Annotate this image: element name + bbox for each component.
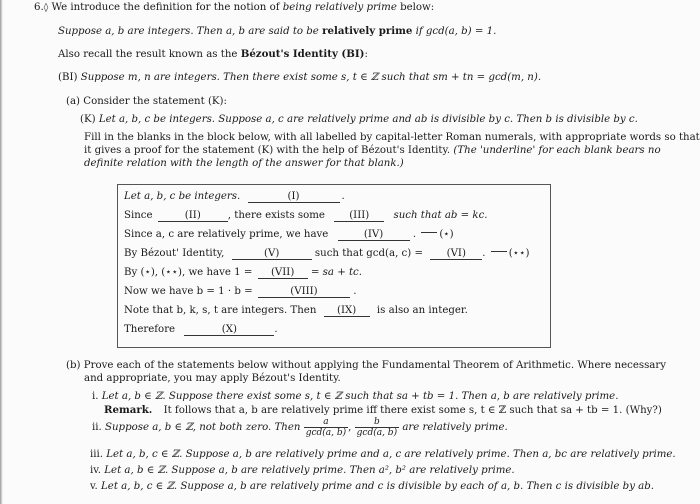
fill2-emph: (The 'underline' for each blank bears no	[453, 145, 661, 156]
row5-end: = sa + tc.	[310, 267, 363, 278]
part-a-intro	[66, 96, 227, 108]
item-i-text: Let a, b ∈ ℤ. Suppose there exist some s, t ∈ ℤ such that sa + tb = 1. Then a, b are relatively prime.	[101, 391, 619, 402]
item-i-label: i.	[92, 391, 99, 402]
recall-colon: :	[364, 49, 368, 60]
blank-VI[interactable]: (VI)	[430, 248, 482, 260]
fill2-text: it gives a proof for the statement (K) with the help of Bézout's Identity.	[84, 145, 451, 156]
fraction-a-den: gcd(a, b)	[305, 427, 347, 438]
definition-post: if gcd(a, b) = 1.	[415, 26, 497, 37]
part-b-intro-text-1: Prove each of the statements below without applying the Fundamental Theorem of Arithmetic. Where necessary	[83, 360, 667, 371]
row1-text: Let a, b, c be integers.	[124, 191, 241, 202]
row2-end: such that ab = kc.	[393, 210, 488, 221]
row5-text: By (⋆), (⋆⋆), we have 1 =	[124, 267, 253, 278]
part-b-item-iv	[90, 465, 515, 477]
bi-statement	[58, 72, 541, 84]
blank-IX[interactable]: (IX)	[324, 305, 370, 317]
bi-text: Suppose m, n are integers. Then there exist some s, t ∈ ℤ such that sm + tn = gcd(m, n).	[80, 72, 542, 83]
proof-row-5	[124, 267, 362, 279]
header-intro-end: below:	[400, 2, 435, 13]
proof-row-3	[124, 229, 454, 241]
question-header	[34, 2, 434, 14]
fill-instruction-2	[84, 145, 661, 157]
fraction-b	[355, 417, 399, 438]
recall-line	[58, 48, 368, 61]
row2-middle: , there exists some	[227, 210, 325, 221]
fill-instruction-1: Fill in the blanks in the block below, with all labelled by capital-letter Roman numerals, with appropriate words so that	[84, 132, 700, 143]
row8-end: .	[274, 324, 278, 335]
tag-star: (⋆)	[439, 229, 454, 240]
item-ii-text: Suppose a, b ∈ ℤ, not both zero. Then	[105, 422, 301, 433]
k-label: (K)	[80, 114, 96, 125]
fraction-b-den: gcd(a, b)	[356, 427, 398, 438]
definition-text: Suppose a, b are integers. Then a, b are said to be	[58, 26, 319, 37]
tag-double-star: (⋆⋆)	[508, 248, 530, 259]
part-b-intro-2: and appropriate, you may apply Bézout's Identity.	[84, 373, 341, 384]
fraction-sep: ,	[348, 422, 352, 433]
blank-IV[interactable]: (IV)	[338, 229, 410, 241]
row2-since: Since	[124, 210, 153, 221]
row4-dash	[491, 251, 507, 252]
row6-text: Now we have b = 1 · b =	[124, 286, 253, 297]
row4-middle: such that gcd(a, c) =	[314, 248, 424, 259]
proof-row-6	[124, 286, 356, 298]
row3-dash	[421, 232, 437, 233]
fraction-b-num: b	[355, 417, 399, 428]
definition-term: relatively prime	[322, 25, 413, 37]
item-iii-text: Let a, b, c ∈ ℤ. Suppose a, b are relatively prime and a, c are relatively prime. Then a, bc are relatively prime.	[106, 449, 676, 460]
part-b-item-ii	[92, 416, 508, 440]
k-text: Let a, b, c be integers. Suppose a, c are relatively prime and ab is divisible by c. Then b is divisible by c.	[98, 114, 638, 125]
blank-VII[interactable]: (VII)	[258, 267, 308, 279]
blank-II[interactable]: (II)	[158, 210, 228, 222]
item-ii-text-post: are relatively prime.	[402, 422, 508, 433]
part-b-label: (b)	[66, 360, 81, 371]
part-b-item-i	[92, 391, 618, 403]
page-edge-shadow	[0, 0, 3, 504]
row3-end: .	[412, 229, 417, 240]
blank-V[interactable]: (V)	[232, 248, 312, 260]
statement-k	[80, 114, 638, 126]
part-a-intro-text: Consider the statement (K):	[83, 96, 227, 107]
part-b-item-v	[90, 481, 654, 493]
bi-label: (BI)	[58, 72, 78, 83]
item-v-text: Let a, b, c ∈ ℤ. Suppose a, b are relatively prime and c is divisible by each of a, b. Then c is divisible by ab.	[101, 481, 655, 492]
proof-row-1	[124, 191, 345, 203]
blank-X[interactable]: (X)	[184, 324, 274, 336]
item-iii-label: iii.	[90, 449, 104, 460]
proof-row-4	[124, 248, 529, 260]
part-b-intro-1	[66, 360, 666, 372]
part-a-label: (a)	[66, 96, 81, 107]
proof-row-2	[124, 210, 488, 222]
row4-text: By Bézout' Identity,	[124, 248, 225, 259]
row7-text: Note that b, k, s, t are integers. Then	[124, 305, 317, 316]
recall-term: Bézout's Identity (BI)	[240, 48, 365, 60]
fill-instruction-3: definite relation with the length of the answer for that blank.)	[84, 158, 404, 169]
remark-text: It follows that a, b are relatively prime iff there exist some s, t ∈ ℤ such that sa + tb = 1. (Why?)	[163, 405, 662, 416]
row1-end: .	[341, 191, 345, 202]
row4-end: .	[482, 248, 486, 259]
fraction-a	[304, 417, 348, 438]
header-intro: We introduce the definition for the notion of	[51, 2, 280, 13]
item-iv-text: Let a, b ∈ ℤ. Suppose a, b are relatively prime. Then a², b² are relatively prime.	[104, 465, 515, 476]
item-v-label: v.	[90, 481, 98, 492]
blank-I[interactable]: (I)	[248, 191, 340, 203]
proof-row-8	[124, 324, 278, 336]
header-intro-emph: being relatively prime	[282, 2, 397, 13]
part-b-item-iii	[90, 449, 676, 461]
recall-text: Also recall the result known as the	[58, 49, 238, 60]
proof-row-7	[124, 305, 468, 317]
row7-end: is also an integer.	[376, 305, 468, 316]
row8-therefore: Therefore	[124, 324, 176, 335]
blank-VIII[interactable]: (VIII)	[258, 286, 350, 298]
item-ii-label: ii.	[92, 422, 102, 433]
blank-III[interactable]: (III)	[334, 210, 384, 222]
item-iv-label: iv.	[90, 465, 102, 476]
question-number: 6.	[34, 2, 44, 13]
fraction-a-num: a	[304, 417, 348, 428]
row6-end: .	[353, 286, 357, 297]
remark-label: Remark.	[104, 404, 153, 416]
diamond-icon: ◊	[43, 3, 49, 13]
row3-text: Since a, c are relatively prime, we have	[124, 229, 329, 240]
definition-line	[58, 25, 496, 38]
